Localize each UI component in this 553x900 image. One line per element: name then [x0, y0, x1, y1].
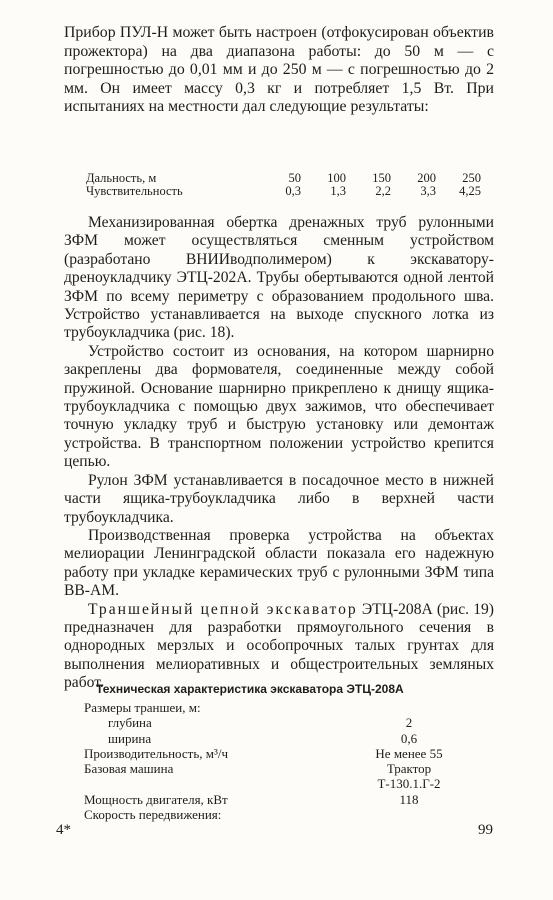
main-text	[64, 214, 494, 693]
paragraph-testing: Производственная проверка устройства на объектах мелиорации Ленинградской области показала его надежную работу при укладке керамических труб с рулонными ЗФМ типа ВВ-АМ.	[64, 526, 494, 600]
engine-power-value: 118	[399, 791, 419, 807]
depth-label: глубина	[108, 715, 152, 731]
spec-row	[84, 761, 504, 776]
paragraph-excavator	[64, 601, 494, 693]
excavator-term: Траншейный цепной экскаватор	[88, 600, 358, 618]
spec-row	[84, 776, 504, 791]
sensitivity-label: Чувствительность	[86, 184, 183, 198]
paragraph-roll: Рулон ЗФМ устанавливается в посадочное место в нижней части ящика-трубоукладчика либо в верхней части трубоукладчика.	[64, 471, 494, 526]
range-value: 150	[372, 171, 391, 185]
paragraph-device: Устройство состоит из основания, на котором шарнирно закреплены два формователя, соединенные между собой пружиной. Основание шарнирно прикреплено к днищу ящика-трубоукладчика с помощью двух зажимов, что обеспечивает точную укладку труб и быструю установку или демонтаж устройства. В транспортном положении устройство крепится цепью.	[64, 342, 494, 471]
base-machine-label: Базовая машина	[84, 761, 174, 777]
spec-row	[84, 731, 504, 746]
base-machine-value: Трактор	[386, 761, 432, 777]
range-value: 250	[462, 171, 481, 185]
engine-power-label: Мощность двигателя, кВт	[84, 791, 228, 807]
range-value: 100	[327, 171, 346, 185]
trench-label: Размеры траншеи, м:	[84, 700, 201, 715]
spec-row	[84, 746, 504, 761]
sensitivity-row	[86, 185, 481, 198]
sensitivity-value: 3,3	[420, 184, 436, 198]
sensitivity-value: 0,3	[285, 184, 301, 198]
range-label: Дальность, м	[86, 171, 157, 185]
sensitivity-value: 2,2	[375, 184, 391, 198]
paragraph-wrapping: Механизированная обертка дренажных труб рулонными ЗФМ может осуществляться сменным устройством (разработано ВНИИводполимером) к экскаватору-дреноукладчику ЭТЦ-202А. Трубы обертываются одной лентой ЗФМ по всему периметру с образованием продольного шва. Устройство устанавливается на выходе спускного лотка из трубоукладчика (рис. 18).	[64, 214, 494, 342]
spec-row	[84, 715, 504, 730]
spec-row	[84, 700, 504, 715]
tech-spec-title: Техническая характеристика экскаватора ЭТЦ-208А	[96, 682, 404, 696]
sensitivity-table	[86, 172, 481, 198]
sensitivity-value: 4,25	[459, 184, 481, 198]
spec-row	[84, 792, 504, 807]
productivity-label: Производительность, м³/ч	[84, 745, 229, 761]
sensitivity-value: 1,3	[330, 184, 346, 198]
depth-value: 2	[405, 715, 413, 731]
speed-label: Скорость передвижения:	[84, 807, 222, 823]
range-value: 200	[417, 171, 436, 185]
tech-spec-table	[84, 700, 504, 822]
width-value: 0,6	[400, 730, 418, 746]
range-value: 50	[288, 171, 301, 185]
spec-row	[84, 807, 504, 822]
width-label: ширина	[108, 730, 152, 746]
base-machine-model: Т-130.1.Г-2	[377, 776, 441, 792]
page-number: 99	[478, 822, 493, 838]
intro-paragraph	[64, 24, 494, 117]
excavator-description: ЭТЦ-208А (рис. 19) предназначен для разработки прямоугольного сечения в однородных мерзлых и особопрочных талых грунтах для выполнения мелиоративных и общестроительных земляных работ.	[64, 600, 494, 692]
productivity-value: Не менее 55	[375, 745, 443, 761]
signature-mark: 4*	[56, 822, 71, 838]
intro-text: Прибор ПУЛ-Н может быть настроен (отфокусирован объектив прожектора) на два диапазона работы: до 50 м — с погрешностью до 0,01 мм и до 250 м — с погрешностью до 2 мм. Он имеет массу 0,3 кг и потребляет 1,5 Вт. При испытаниях на местности дал следующие результаты:	[64, 24, 494, 116]
